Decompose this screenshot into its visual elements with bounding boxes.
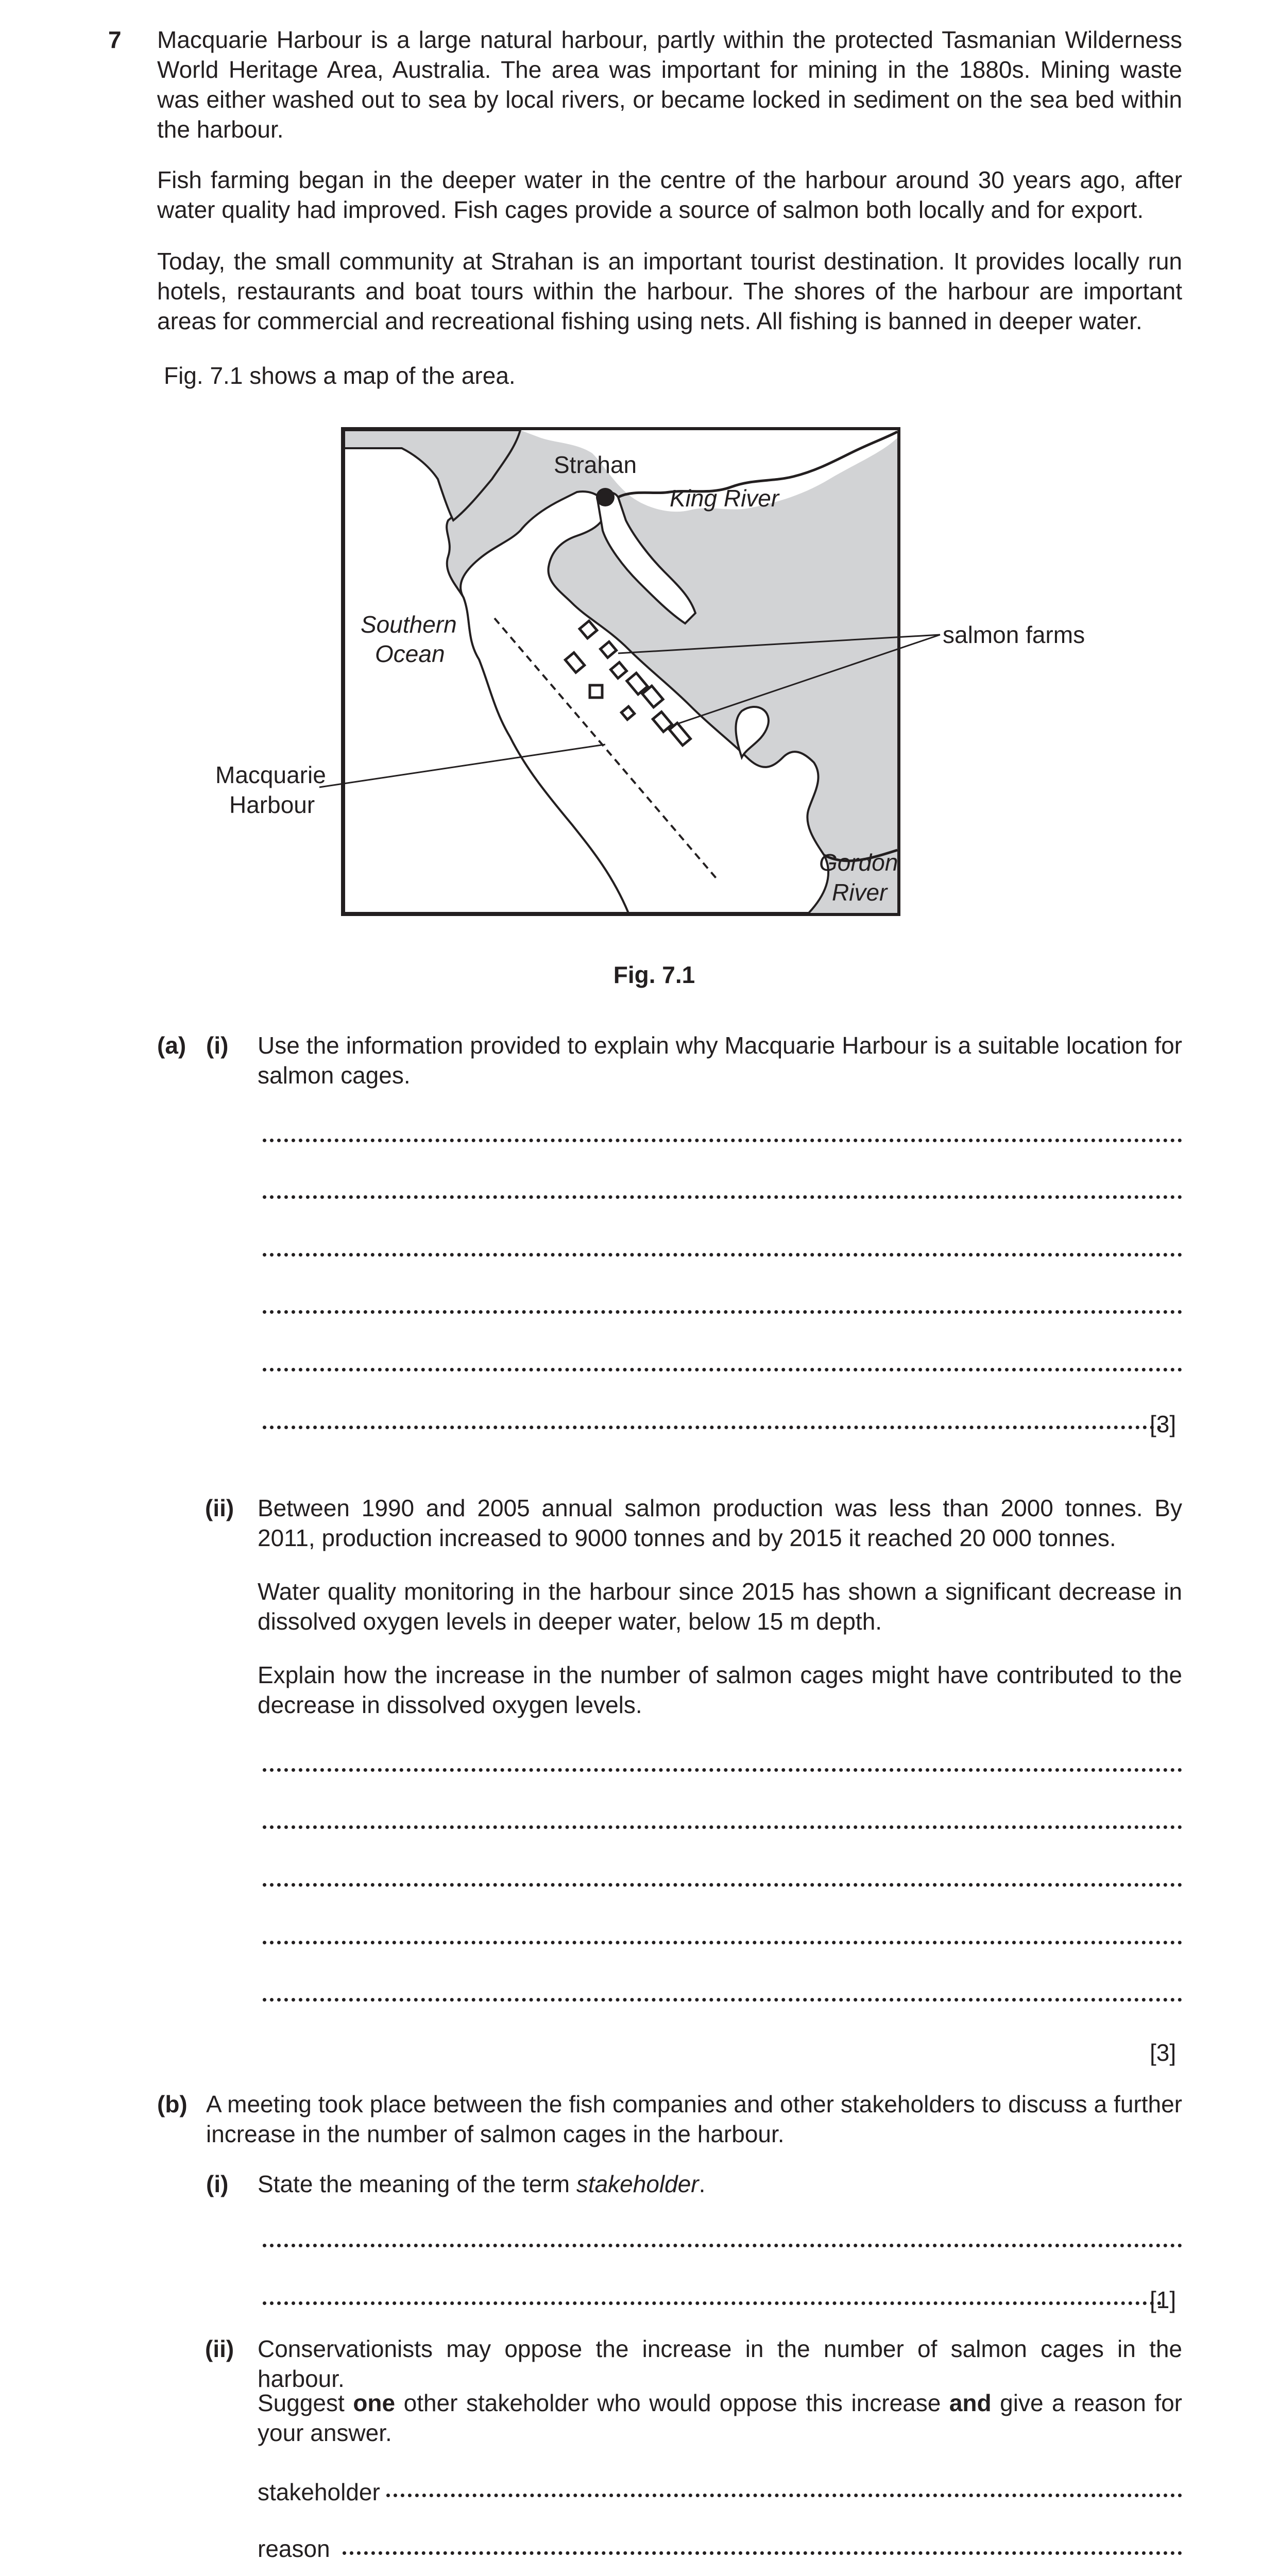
part-b-ii-text-e: give a reason for your answer. xyxy=(258,2389,1182,2446)
part-a-ii-paragraph-1: Between 1990 and 2005 annual salmon production was less than 2000 tonnes. By 2011, production increased to 9000 tonnes and by 2015 it reached 20 000 tonnes. xyxy=(258,1495,1182,1551)
part-a-i-question: Use the information provided to explain why Macquarie Harbour is a suitable location for salmon cages. xyxy=(258,1032,1182,1089)
part-a-label: (a) xyxy=(157,1032,186,1059)
part-a-ii-marks: [3] xyxy=(1150,2039,1177,2066)
answer-line[interactable] xyxy=(263,2244,1182,2247)
part-b-i-question xyxy=(258,2169,1182,2199)
part-b-ii-label: (ii) xyxy=(205,2335,234,2362)
answer-line[interactable] xyxy=(263,1368,1182,1371)
answer-line[interactable] xyxy=(263,1825,1182,1829)
answer-line[interactable] xyxy=(263,1253,1182,1257)
stakeholder-answer-line[interactable] xyxy=(386,2494,1182,2497)
southern-ocean-label-1: Southern xyxy=(361,611,457,638)
question-number: 7 xyxy=(108,26,122,53)
part-b-ii-text-a: Suggest xyxy=(258,2389,353,2416)
strahan-marker xyxy=(596,488,615,506)
answer-line[interactable] xyxy=(263,1768,1182,1772)
macquarie-harbour-label-1: Macquarie xyxy=(215,761,326,788)
part-a-ii-label: (ii) xyxy=(205,1495,234,1521)
king-river-label: King River xyxy=(670,485,779,512)
part-a-ii-paragraph-2: Water quality monitoring in the harbour since 2015 has shown a significant decrease in dissolved oxygen levels in deeper water, below 15 m depth. xyxy=(258,1578,1182,1635)
stakeholder-term: stakeholder xyxy=(576,2171,699,2197)
answer-line[interactable] xyxy=(263,1195,1182,1199)
intro-paragraph-2: Fish farming began in the deeper water in the centre of the harbour around 30 years ago, after water quality had improved. Fish cages provide a source of salmon both locally and for export. xyxy=(157,166,1182,223)
answer-line[interactable] xyxy=(263,1310,1182,1314)
gordon-river-label-2: River xyxy=(832,879,888,906)
part-a-i-marks: [3] xyxy=(1150,1411,1177,1437)
part-b-i-text-before: State the meaning of the term xyxy=(258,2171,576,2197)
intro-paragraph-1: Macquarie Harbour is a large natural harbour, partly within the protected Tasmanian Wilderness World Heritage Area, Australia. The area was important for mining in the 1880s. Mining waste was either washed out to sea by local rivers, or became locked in sediment on the sea bed within the harbour. xyxy=(157,26,1182,143)
part-b-ii-text-c: other stakeholder who would oppose this increase xyxy=(395,2389,949,2416)
part-b-question: A meeting took place between the fish companies and other stakeholders to discuss a further increase in the number of salmon cages in the harbour. xyxy=(206,2091,1182,2147)
part-b-i-label: (i) xyxy=(206,2171,229,2197)
part-b-ii-emphasis-and: and xyxy=(949,2389,992,2416)
intro-paragraph-3: Today, the small community at Strahan is an important tourist destination. It provides locally run hotels, restaurants and boat tours within the harbour. The shores of the harbour are important areas for commercial and recreational fishing using nets. All fishing is banned in deeper water. xyxy=(157,248,1182,334)
answer-line[interactable] xyxy=(263,1426,1162,1429)
answer-line[interactable] xyxy=(263,1139,1182,1142)
macquarie-harbour-label-2: Harbour xyxy=(229,791,315,818)
gordon-river-label-1: Gordon xyxy=(819,849,898,876)
part-a-i-label: (i) xyxy=(206,1032,229,1059)
salmon-farms-label: salmon farms xyxy=(943,621,1085,648)
part-b-i-text-after: . xyxy=(698,2171,706,2197)
figure-reference: Fig. 7.1 shows a map of the area. xyxy=(164,362,516,389)
answer-line[interactable] xyxy=(263,1998,1182,2002)
figure-caption: Fig. 7.1 xyxy=(613,961,695,988)
part-b-ii-emphasis-one: one xyxy=(353,2389,396,2416)
answer-line[interactable] xyxy=(263,2301,1162,2305)
reason-label: reason xyxy=(258,2535,330,2562)
part-b-i-marks: [1] xyxy=(1150,2286,1177,2313)
strahan-label: Strahan xyxy=(554,451,637,478)
part-b-label: (b) xyxy=(157,2091,188,2117)
part-b-ii-paragraph-2 xyxy=(258,2388,1182,2448)
reason-answer-line[interactable] xyxy=(343,2551,1182,2555)
stakeholder-label: stakeholder xyxy=(258,2479,380,2505)
answer-line[interactable] xyxy=(263,1941,1182,1944)
part-b-ii-paragraph-1: Conservationists may oppose the increase in the number of salmon cages in the harbour. xyxy=(258,2335,1182,2392)
southern-ocean-label-2: Ocean xyxy=(375,640,445,667)
answer-line[interactable] xyxy=(263,1883,1182,1887)
harbour-map xyxy=(196,412,1123,927)
part-a-ii-paragraph-3: Explain how the increase in the number of salmon cages might have contributed to the decrease in dissolved oxygen levels. xyxy=(258,1662,1182,1718)
